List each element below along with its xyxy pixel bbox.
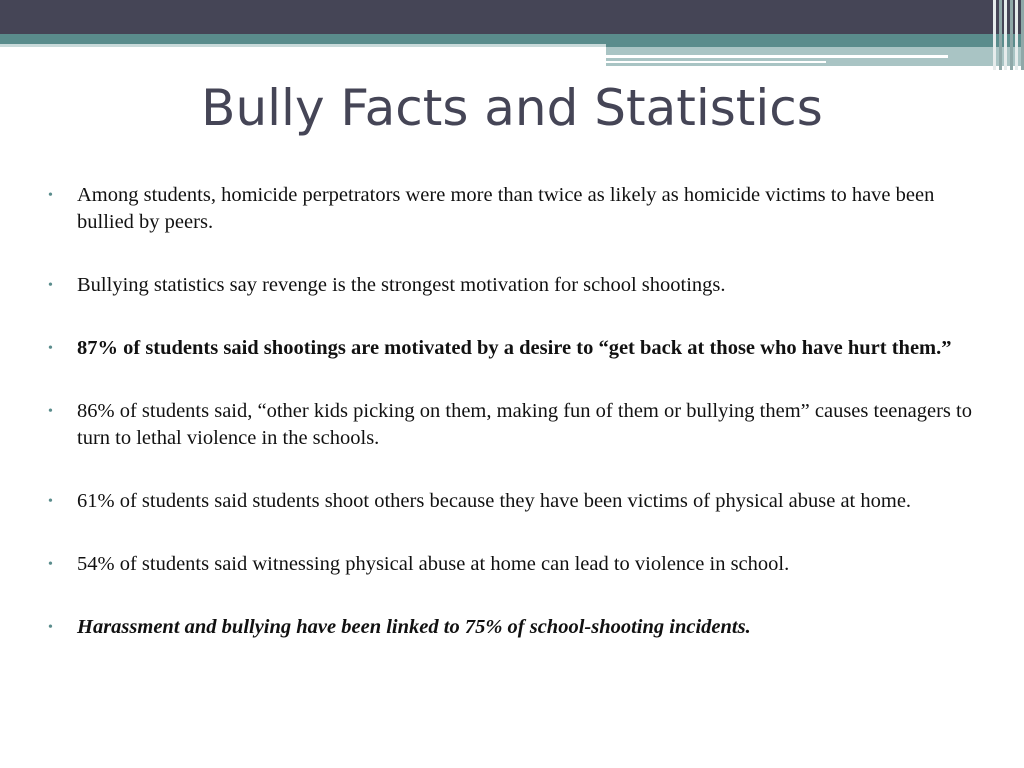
bullet-list [48,182,988,677]
bullet-item [48,272,988,299]
bullet-dot-icon: • [48,188,53,203]
bullet-text: Bullying statistics say revenge is the strongest motivation for school shootings. [77,274,726,296]
bullet-item [48,398,988,452]
bullet-dot-icon: • [48,494,53,509]
slide-title: Bully Facts and Statistics [201,79,823,137]
bullet-text: 61% of students said students shoot others because they have been victims of physical abuse at home. [77,490,912,512]
bullet-text: Among students, homicide perpetrators were more than twice as likely as homicide victims to have been bullied by peers. [77,184,935,233]
bullet-item [48,182,988,236]
header-band-dark [0,0,1024,34]
bullet-dot-icon: • [48,557,53,572]
bullet-dot-icon: • [48,341,53,356]
bullet-item [48,488,988,515]
header-stripes [993,0,1024,70]
header-band-accent [0,44,606,47]
bullet-dot-icon: • [48,404,53,419]
bullet-item [48,551,988,578]
bullet-text: Harassment and bullying have been linked to 75% of school-shooting incidents. [77,616,751,638]
bullet-item [48,614,988,641]
header-band-line [606,61,826,63]
header-band-line [606,55,948,58]
bullet-item [48,335,988,362]
bullet-text: 86% of students said, “other kids picking on them, making fun of them or bullying them” causes teenagers to turn to lethal violence in the schools. [77,400,972,449]
bullet-text: 87% of students said shootings are motivated by a desire to “get back at those who have hurt them.” [77,337,952,359]
bullet-dot-icon: • [48,620,53,635]
bullet-dot-icon: • [48,278,53,293]
bullet-text: 54% of students said witnessing physical abuse at home can lead to violence in school. [77,553,790,575]
